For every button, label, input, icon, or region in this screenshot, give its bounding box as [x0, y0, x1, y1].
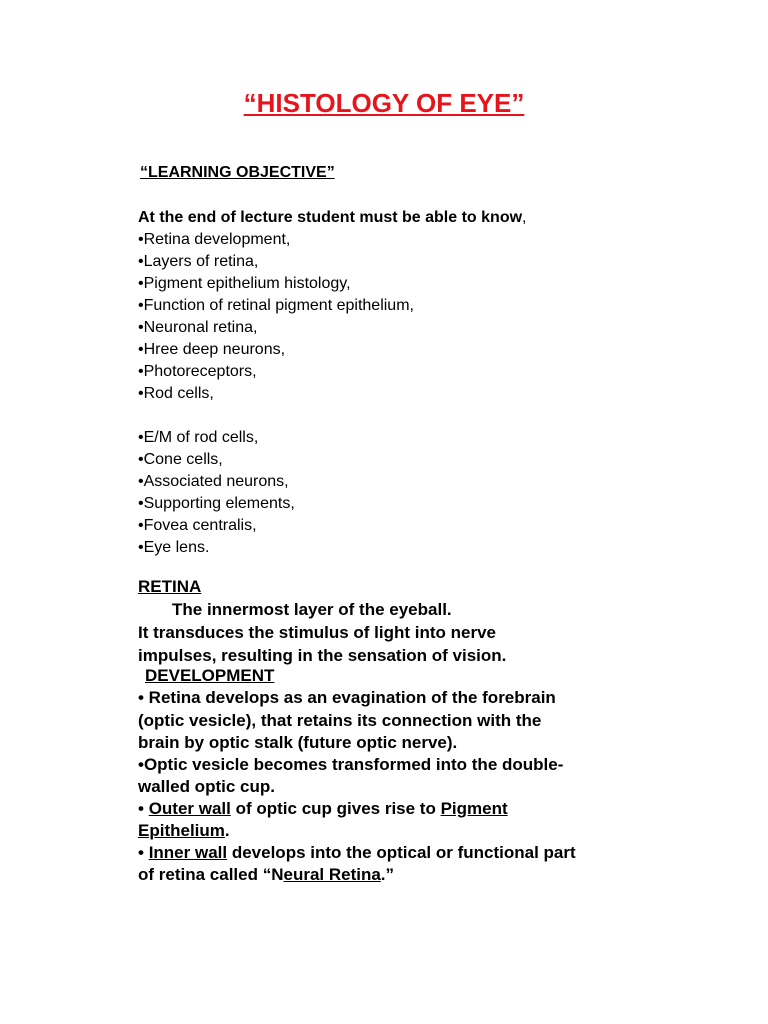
intro-comma: ,	[522, 209, 527, 226]
epithelium-term: Epithelium	[138, 821, 225, 840]
bullet: •	[138, 799, 149, 818]
development-p1-line-1: • Retina develops as an evagination of the forebrain	[138, 688, 556, 707]
outer-wall-term: Outer wall	[148, 799, 231, 818]
learning-objective-heading: “LEARNING OBJECTIVE”	[140, 164, 335, 181]
development-p1-line-2: (optic vesicle), that retains its connection with the	[138, 711, 542, 730]
neural-retina-term: eural Retina	[283, 865, 381, 884]
development-p3-line-2	[138, 819, 230, 842]
bullet: •	[138, 843, 149, 862]
p4-line2-start: of retina called “N	[138, 865, 284, 884]
intro-line	[138, 207, 526, 229]
p4-line2-end: .”	[380, 865, 395, 884]
development-p3-line-1	[138, 797, 508, 820]
retina-heading: RETINA	[138, 577, 202, 596]
list-item: •Layers of retina,	[138, 253, 259, 270]
development-p4-line-2	[138, 863, 394, 886]
page-title: “HISTOLOGY OF EYE”	[243, 88, 525, 118]
list-item: •Eye lens.	[138, 539, 210, 556]
development-heading: DEVELOPMENT	[145, 666, 275, 685]
list-item: •Associated neurons,	[138, 473, 289, 490]
list-item: •Neuronal retina,	[138, 319, 258, 336]
p3-middle-text: of optic cup gives rise to	[230, 799, 441, 818]
development-p2-line-2: walled optic cup.	[138, 777, 275, 796]
p4-middle-text: develops into the optical or functional part	[227, 843, 576, 862]
list-item: •Retina development,	[138, 231, 291, 248]
list-item: •Fovea centralis,	[138, 517, 257, 534]
list-item: •Function of retinal pigment epithelium,	[138, 297, 414, 314]
list-item: •Rod cells,	[138, 385, 214, 402]
list-item: •Supporting elements,	[138, 495, 295, 512]
pigment-term: Pigment	[440, 799, 508, 818]
list-item: •Hree deep neurons,	[138, 341, 286, 358]
period: .	[224, 821, 230, 840]
objectives-list-1	[138, 229, 414, 405]
inner-wall-term: Inner wall	[148, 843, 228, 862]
retina-line-3: impulses, resulting in the sensation of vision.	[138, 646, 507, 665]
list-item: •Cone cells,	[138, 451, 223, 468]
list-item: •Photoreceptors,	[138, 363, 257, 380]
development-p4-line-1	[138, 841, 576, 864]
development-p2-line-1: •Optic vesicle becomes transformed into the double-	[138, 755, 564, 774]
development-p1-line-3: brain by optic stalk (future optic nerve).	[138, 733, 458, 752]
retina-line-2: It transduces the stimulus of light into nerve	[138, 623, 496, 642]
list-item: •Pigment epithelium histology,	[138, 275, 351, 292]
intro-text: At the end of lecture student must be able to know	[138, 209, 523, 226]
objectives-list-2	[138, 427, 295, 559]
list-item: •E/M of rod cells,	[138, 429, 259, 446]
retina-line-1: The innermost layer of the eyeball.	[172, 600, 452, 619]
